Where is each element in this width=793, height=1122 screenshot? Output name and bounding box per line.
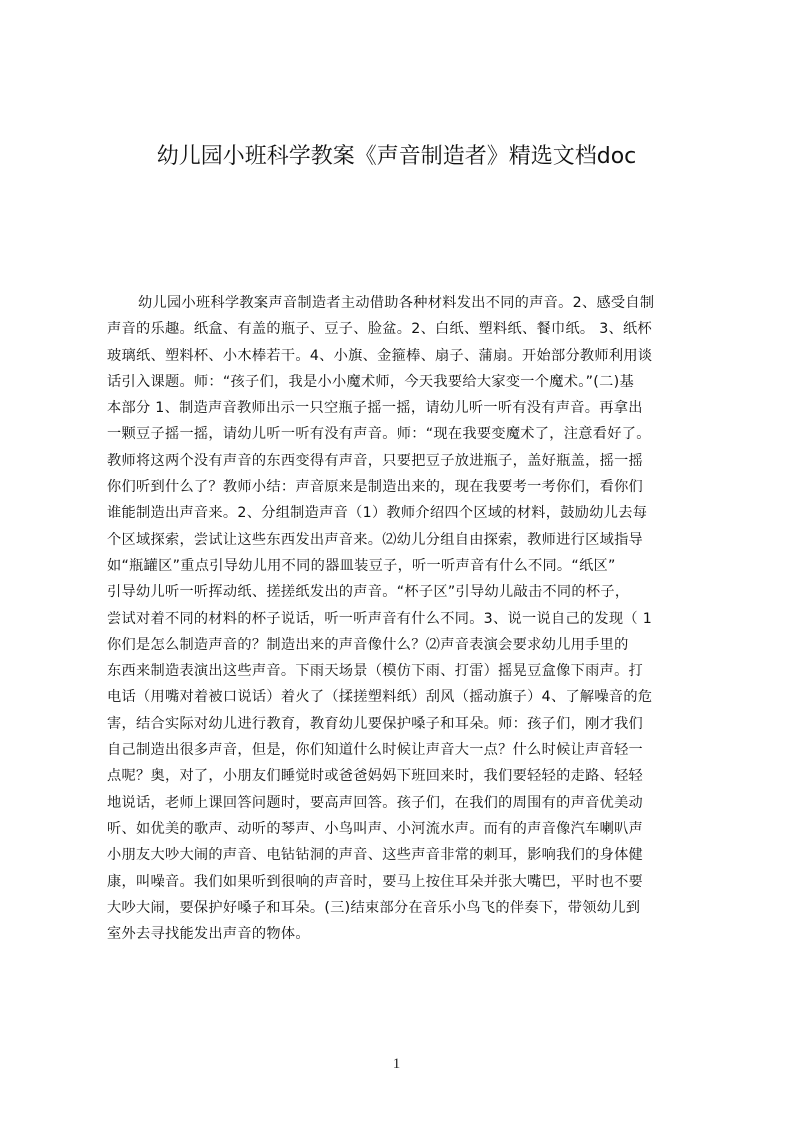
body-line: 尝试对着不同的材料的杯子说话，听一听声音有什么不同。3、说一说自己的发现（ 1 [107,610,653,627]
body-line: 教师将这两个没有声音的东西变得有声音，只要把豆子放进瓶子，盖好瓶盖，摇一摇 [107,452,644,469]
body-line: 小朋友大吵大闹的声音、电钻钻洞的声音、这些声音非常的刺耳，影响我们的身体健 [107,847,644,864]
body-line: 如“瓶罐区”重点引导幼儿用不同的器皿装豆子，听一听声音有什么不同。“纸区” [107,557,616,574]
body-line: 东西来制造表演出这些声音。下雨天场景（模仿下雨、打雷）摇晃豆盒像下雨声。打 [107,663,644,680]
body-line: 大吵大闹，要保护好嗓子和耳朵。(三)结束部分在音乐小鸟飞的伴奏下，带领幼儿到 [107,899,641,916]
body-line: 点呢？奥，对了，小朋友们睡觉时或爸爸妈妈下班回来时，我们要轻轻的走路、轻轻 [107,768,644,785]
document-body [107,290,699,947]
body-line: 电话（用嘴对着被口说话）着火了（揉搓塑料纸）刮风（摇动旗子）4、了解噪音的危 [107,689,653,706]
body-line: 谁能制造出声音来。2、分组制造声音（1）教师介绍四个区域的材料，鼓励幼儿去每 [107,505,648,522]
body-line: 幼儿园小班科学教案声音制造者主动借助各种材料发出不同的声音。2、感受自制 [138,295,655,311]
body-line: 你们是怎么制造声音的？制造出来的声音像什么？⑵声音表演会要求幼儿用手里的 [107,636,629,653]
document-title: 幼儿园小班科学教案《声音制造者》精选文档doc [156,144,637,169]
body-line: 一颗豆子摇一摇，请幼儿听一听有没有声音。师：“现在我要变魔术了，注意看好了。 [107,426,651,443]
body-line: 害，结合实际对幼儿进行教育，教育幼儿要保护嗓子和耳朵。师：孩子们，刚才我们 [107,715,644,732]
body-line: 个区域探索，尝试让这些东西发出声音来。⑵幼儿分组自由探索，教师进行区域指导 [107,531,644,548]
body-line: 玻璃纸、塑料杯、小木棒若干。4、小旗、金箍棒、扇子、蒲扇。开始部分教师利用谈 [107,347,653,364]
page-number: 1 [392,1056,401,1072]
body-line: 康，叫噪音。我们如果听到很响的声音时，要马上按住耳朵并张大嘴巴，平时也不要 [107,873,644,890]
body-line: 本部分 1、制造声音教师出示一只空瓶子摇一摇，请幼儿听一听有没有声音。再拿出 [107,400,643,417]
body-line: 听、如优美的歌声、动听的琴声、小鸟叫声、小河流水声。而有的声音像汽车喇叭声 [107,820,644,837]
body-line: 地说话，老师上课回答问题时，要高声回答。孩子们，在我们的周围有的声音优美动 [107,794,644,811]
body-line: 室外去寻找能发出声音的物体。 [107,926,310,943]
body-line: 话引入课题。师：“孩子们，我是小小魔术师，今天我要给大家变一个魔术。”(二)基 [107,373,634,390]
body-line: 自己制造出很多声音，但是，你们知道什么时候让声音大一点？什么时候让声音轻一 [107,742,644,759]
body-line: 引导幼儿听一听挥动纸、搓搓纸发出的声音。“杯子区”引导幼儿敲击不同的杯子， [107,584,630,601]
body-line: 声音的乐趣。纸盒、有盖的瓶子、豆子、脸盆。2、白纸、塑料纸、餐巾纸。 3、纸杯 [107,321,653,338]
body-line: 你们听到什么了？教师小结：声音原来是制造出来的，现在我要考一考你们，看你们 [107,479,644,496]
